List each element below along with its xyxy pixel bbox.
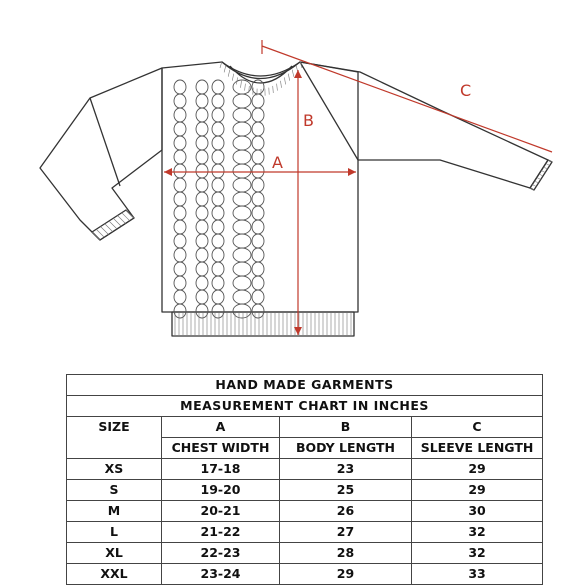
body-cell: 27 — [280, 522, 412, 543]
cable-stitch — [233, 178, 251, 192]
left-sleeve — [40, 68, 162, 240]
cable-stitch — [212, 122, 224, 136]
cable-stitch — [252, 150, 264, 164]
cable-stitch — [233, 206, 251, 220]
cable-stitch — [212, 94, 224, 108]
table-row — [67, 564, 543, 585]
col-name-sleeve: SLEEVE LENGTH — [412, 438, 543, 459]
label-a: A — [272, 153, 283, 172]
size-cell: M — [67, 501, 162, 522]
rib-line — [537, 178, 541, 180]
cable-stitch — [252, 304, 264, 318]
cable-stitch — [233, 276, 251, 290]
measure-a-arrow-left — [164, 168, 172, 176]
cable-stitch — [252, 234, 264, 248]
cable-stitch — [174, 164, 186, 178]
cable-stitch — [196, 220, 208, 234]
cable-stitch — [252, 290, 264, 304]
rib-line — [109, 221, 117, 229]
cable-stitch — [196, 248, 208, 262]
rib-line — [532, 185, 536, 187]
cable-stitch — [196, 108, 208, 122]
cable-stitch — [174, 234, 186, 248]
chest-cell: 22-23 — [162, 543, 280, 564]
measure-c-line — [262, 46, 552, 152]
cable-stitch — [212, 248, 224, 262]
cable-stitch — [252, 192, 264, 206]
body-cell: 26 — [280, 501, 412, 522]
cable-stitch — [212, 136, 224, 150]
cable-stitch — [196, 122, 208, 136]
cable-stitch — [196, 178, 208, 192]
sleeve-cell: 30 — [412, 501, 543, 522]
rib-line — [92, 232, 100, 240]
body-cell: 25 — [280, 480, 412, 501]
rib-line — [273, 86, 274, 93]
cable-stitch — [174, 220, 186, 234]
rib-line — [288, 74, 289, 81]
left-sleeve-crease — [90, 98, 120, 186]
measurement-table — [66, 374, 543, 585]
rib-line — [228, 70, 230, 77]
cable-stitch — [174, 178, 186, 192]
sleeve-cell: 29 — [412, 459, 543, 480]
cable-stitch — [252, 276, 264, 290]
rib-line — [122, 213, 130, 221]
rib-line — [245, 84, 246, 91]
cable-stitch — [212, 164, 224, 178]
body-cell: 23 — [280, 459, 412, 480]
body-cell: 28 — [280, 543, 412, 564]
table-row — [67, 522, 543, 543]
col-letter-c: C — [412, 417, 543, 438]
body-cell: 29 — [280, 564, 412, 585]
table-row — [67, 501, 543, 522]
size-cell: XS — [67, 459, 162, 480]
rib-line — [241, 81, 242, 88]
cable-stitch — [233, 220, 251, 234]
sleeve-cell: 33 — [412, 564, 543, 585]
cable-stitch — [233, 122, 251, 136]
cable-stitch — [174, 290, 186, 304]
sleeve-cell: 32 — [412, 543, 543, 564]
cable-stitch — [252, 80, 264, 94]
col-letter-a: A — [162, 417, 280, 438]
rib-line — [101, 227, 109, 235]
cable-stitch — [174, 206, 186, 220]
rib-line — [541, 171, 545, 173]
cable-stitch — [212, 80, 224, 94]
cable-stitch — [196, 262, 208, 276]
cable-stitch — [196, 192, 208, 206]
table-row — [67, 543, 543, 564]
cable-stitch — [212, 234, 224, 248]
cable-stitch — [233, 248, 251, 262]
table-subtitle: MEASUREMENT CHART IN INCHES — [67, 396, 543, 417]
rib-line — [544, 167, 548, 169]
right-sleeve — [300, 62, 548, 188]
cable-stitch — [212, 178, 224, 192]
cable-stitch — [252, 122, 264, 136]
cable-stitch — [196, 164, 208, 178]
rib-line — [281, 81, 282, 88]
cable-stitch — [174, 94, 186, 108]
rib-line — [113, 218, 121, 226]
size-cell: XXL — [67, 564, 162, 585]
rib-line — [118, 216, 126, 224]
cable-stitch — [212, 290, 224, 304]
collar — [222, 62, 300, 83]
cable-stitch — [196, 94, 208, 108]
cable-stitch — [233, 164, 251, 178]
cable-stitch — [212, 150, 224, 164]
cable-stitch — [252, 262, 264, 276]
col-name-body: BODY LENGTH — [280, 438, 412, 459]
rib-line — [277, 84, 278, 91]
cable-stitch — [174, 80, 186, 94]
cable-stitch — [212, 192, 224, 206]
rib-line — [232, 74, 233, 81]
cable-stitch — [174, 262, 186, 276]
measure-b-arrow-top — [294, 70, 302, 78]
cable-stitch — [212, 276, 224, 290]
cable-stitch — [196, 276, 208, 290]
size-cell: L — [67, 522, 162, 543]
label-c: C — [460, 81, 471, 100]
cable-stitch — [252, 178, 264, 192]
cable-stitch — [212, 262, 224, 276]
cable-stitch — [233, 234, 251, 248]
cable-stitch — [196, 136, 208, 150]
cable-stitch — [196, 150, 208, 164]
cable-stitch — [233, 94, 251, 108]
chest-cell: 20-21 — [162, 501, 280, 522]
rib-line — [535, 181, 539, 183]
col-name-chest: CHEST WIDTH — [162, 438, 280, 459]
cable-stitch — [233, 262, 251, 276]
chest-cell: 17-18 — [162, 459, 280, 480]
cable-stitch — [252, 94, 264, 108]
rib-line — [539, 174, 543, 176]
rib-line — [546, 164, 550, 166]
cable-pattern — [174, 80, 264, 318]
cable-stitch — [252, 136, 264, 150]
size-cell: XL — [67, 543, 162, 564]
cable-stitch — [174, 304, 186, 318]
cable-stitch — [233, 290, 251, 304]
cable-stitch — [212, 108, 224, 122]
chest-cell: 23-24 — [162, 564, 280, 585]
cable-stitch — [174, 136, 186, 150]
cable-stitch — [174, 248, 186, 262]
chest-cell: 19-20 — [162, 480, 280, 501]
cable-stitch — [252, 164, 264, 178]
cable-stitch — [196, 206, 208, 220]
size-cell: S — [67, 480, 162, 501]
col-letter-b: B — [280, 417, 412, 438]
size-header: SIZE — [67, 417, 162, 459]
rib-line — [126, 210, 134, 218]
cable-stitch — [233, 136, 251, 150]
rib-line — [96, 229, 104, 237]
rib-line — [249, 86, 250, 93]
cable-stitch — [196, 290, 208, 304]
sleeve-cell: 29 — [412, 480, 543, 501]
cable-stitch — [196, 304, 208, 318]
cable-stitch — [233, 108, 251, 122]
cable-stitch — [252, 248, 264, 262]
cable-stitch — [174, 122, 186, 136]
cable-stitch — [196, 80, 208, 94]
cable-stitch — [233, 150, 251, 164]
cable-stitch — [212, 304, 224, 318]
sweater-body — [162, 62, 358, 312]
cable-stitch — [252, 220, 264, 234]
cable-stitch — [212, 220, 224, 234]
cable-stitch — [252, 206, 264, 220]
cable-stitch — [196, 234, 208, 248]
chest-cell: 21-22 — [162, 522, 280, 543]
measure-a-arrow-right — [348, 168, 356, 176]
table-row — [67, 480, 543, 501]
rib-line — [105, 224, 113, 232]
sleeve-cell: 32 — [412, 522, 543, 543]
cable-stitch — [174, 276, 186, 290]
table-row — [67, 459, 543, 480]
cable-stitch — [174, 108, 186, 122]
ribbing — [92, 61, 552, 335]
cable-stitch — [212, 206, 224, 220]
cable-stitch — [233, 192, 251, 206]
cable-stitch — [233, 304, 251, 318]
rib-line — [224, 65, 226, 72]
table-title: HAND MADE GARMENTS — [67, 375, 543, 396]
cable-stitch — [233, 80, 251, 94]
cable-stitch — [174, 150, 186, 164]
rib-line — [292, 70, 294, 77]
cable-stitch — [174, 192, 186, 206]
cable-stitch — [252, 108, 264, 122]
rib-line — [284, 77, 285, 84]
label-b: B — [303, 111, 314, 130]
